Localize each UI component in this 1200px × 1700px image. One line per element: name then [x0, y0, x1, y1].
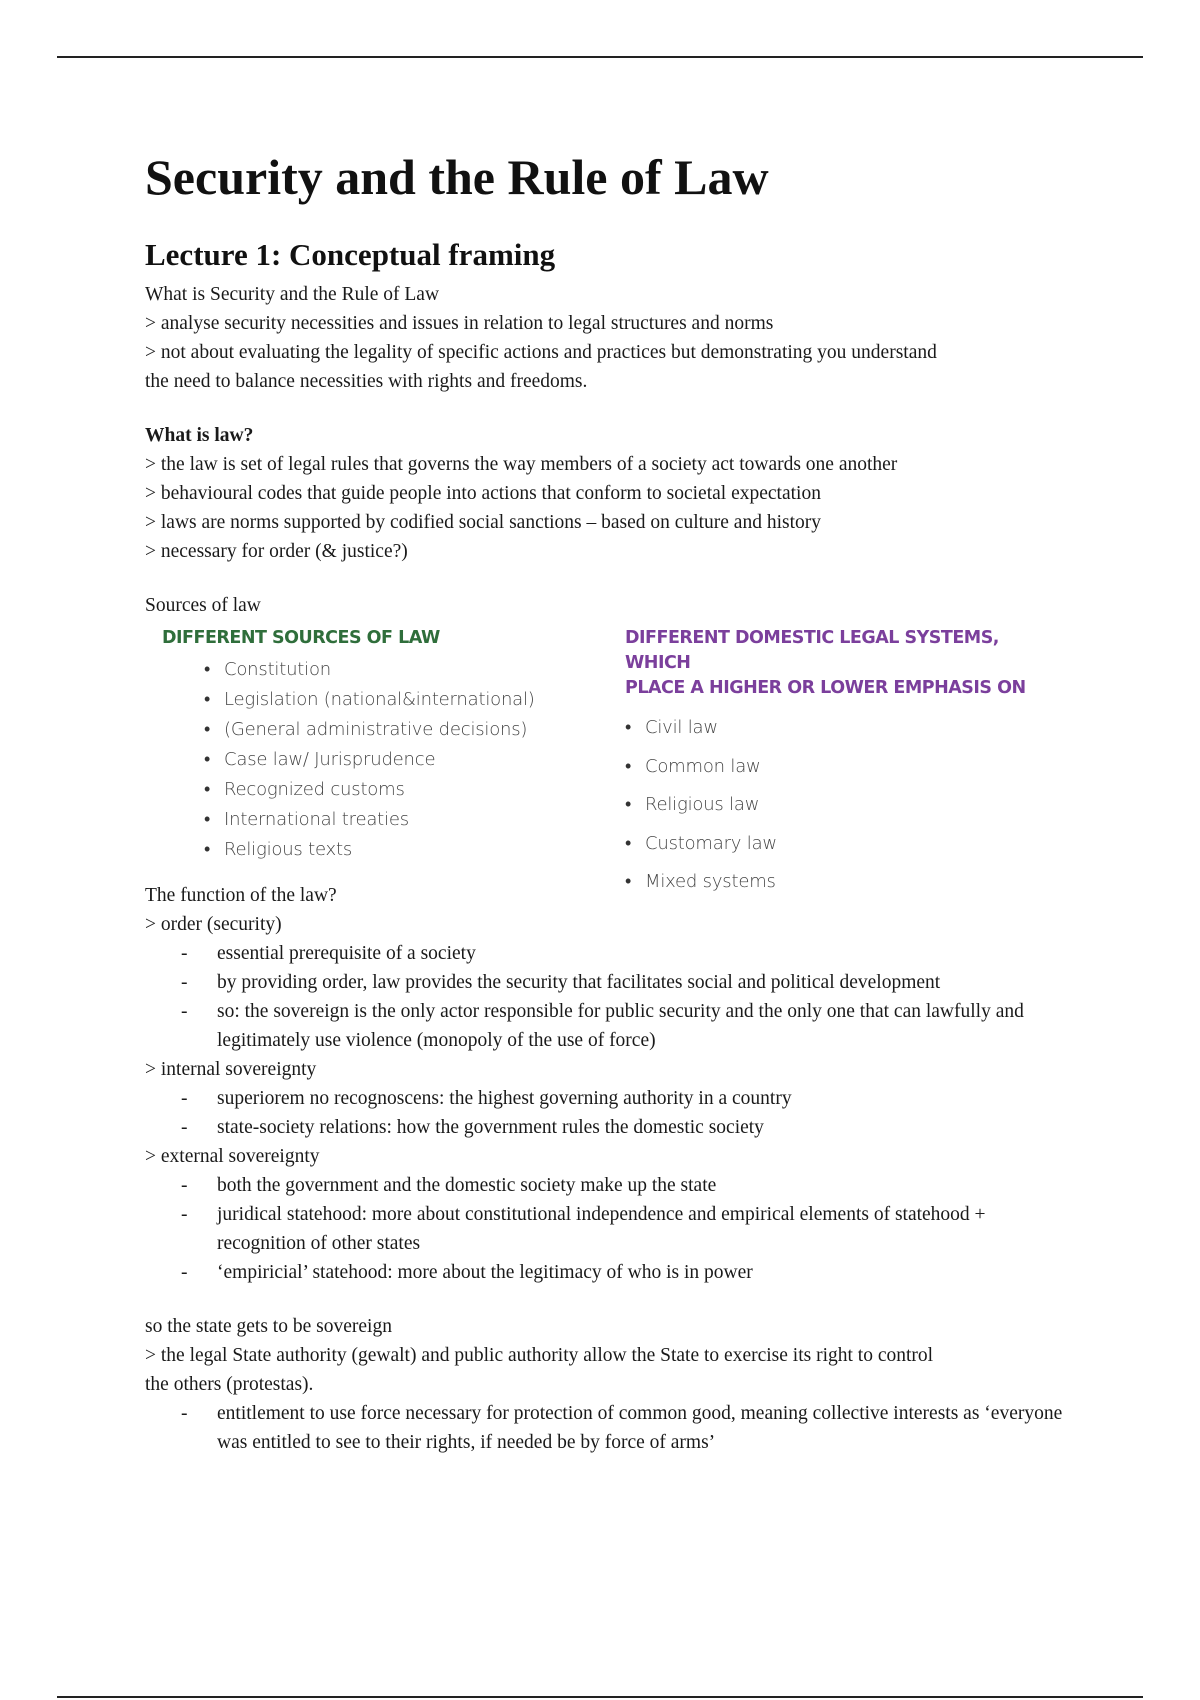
sources-left-column [162, 626, 592, 865]
list-item: • Civil law [645, 709, 1065, 748]
sovereign-line: > the legal State authority (gewalt) and public authority allow the State to exercise its right to control [145, 1345, 934, 1366]
spacer [145, 566, 1065, 591]
sources-right-heading: DIFFERENT DOMESTIC LEGAL SYSTEMS, WHICH [625, 628, 999, 673]
list-item: • (General administrative decisions) [224, 715, 592, 745]
list-item: - state-society relations: how the government rules the domestic society [217, 1113, 1065, 1142]
lecture-heading: Lecture 1: Conceptual framing [145, 237, 556, 272]
what-is-law-item: > the law is set of legal rules that governs the way members of a society act towards one another [145, 454, 898, 475]
external-sovereignty-heading: > external sovereignty [145, 1146, 320, 1167]
list-item: • Common law [645, 748, 1065, 787]
list-item: - entitlement to use force necessary for protection of common good, meaning collective interests as ‘everyone was entitled to see to their rights, if needed be by force of arms’ [217, 1399, 1065, 1457]
list-item: • Recognized customs [224, 775, 592, 805]
sovereign-list [145, 1399, 1065, 1457]
bottom-rule [57, 1696, 1143, 1698]
list-item: • Legislation (national&international) [224, 685, 592, 715]
internal-sovereignty-heading: > internal sovereignty [145, 1059, 317, 1080]
list-item: • Mixed systems [645, 863, 1065, 902]
order-list [145, 939, 1065, 1055]
intro-line: the need to balance necessities with rights and freedoms. [145, 371, 588, 392]
what-is-law-item: > necessary for order (& justice?) [145, 541, 408, 562]
sources-label: Sources of law [145, 595, 261, 616]
sovereign-line: the others (protestas). [145, 1374, 314, 1395]
list-item: - ‘empiricial’ statehood: more about the legitimacy of who is in power [217, 1258, 1065, 1287]
order-heading: > order (security) [145, 914, 282, 935]
intro-line: > analyse security necessities and issues in relation to legal structures and norms [145, 313, 774, 334]
internal-sovereignty-list [145, 1084, 1065, 1142]
list-item: • International treaties [224, 805, 592, 835]
list-item: - essential prerequisite of a society [217, 939, 1065, 968]
sources-left-list [162, 655, 592, 865]
list-item: - both the government and the domestic society make up the state [217, 1171, 1065, 1200]
list-item: - by providing order, law provides the security that facilitates social and political development [217, 968, 1065, 997]
external-sovereignty-list [145, 1171, 1065, 1287]
list-item: • Case law/ Jurisprudence [224, 745, 592, 775]
sources-right-list [625, 709, 1065, 902]
spacer [145, 1287, 1065, 1312]
list-item: • Religious texts [224, 835, 592, 865]
list-item: - so: the sovereign is the only actor responsible for public security and the only one that can lawfully and legitimately use violence (monopoly of the use of force) [217, 997, 1065, 1055]
sources-left-heading: DIFFERENT SOURCES OF LAW [162, 628, 440, 648]
sovereign-intro: so the state gets to be sovereign [145, 1316, 392, 1337]
spacer [145, 396, 1065, 421]
top-rule [57, 56, 1143, 58]
sources-right-heading: PLACE A HIGHER OR LOWER EMPHASIS ON [625, 678, 1026, 698]
list-item: • Customary law [645, 825, 1065, 864]
list-item: - juridical statehood: more about constitutional independence and empirical elements of statehood + recognition of other states [217, 1200, 1065, 1258]
document-page [145, 140, 1065, 1457]
intro-question: What is Security and the Rule of Law [145, 284, 440, 305]
document-title: Security and the Rule of Law [145, 149, 769, 205]
sources-right-column [625, 626, 1065, 902]
what-is-law-item: > laws are norms supported by codified social sanctions – based on culture and history [145, 512, 822, 533]
list-item: • Constitution [224, 655, 592, 685]
list-item: - superiorem no recognoscens: the highest governing authority in a country [217, 1084, 1065, 1113]
what-is-law-item: > behavioural codes that guide people into actions that conform to societal expectation [145, 483, 821, 504]
list-item: • Religious law [645, 786, 1065, 825]
sources-of-law-figure [145, 626, 1065, 892]
what-is-law-heading: What is law? [145, 425, 254, 446]
intro-line: > not about evaluating the legality of specific actions and practices but demonstrating you understand [145, 342, 937, 363]
function-question: The function of the law? [145, 885, 337, 906]
